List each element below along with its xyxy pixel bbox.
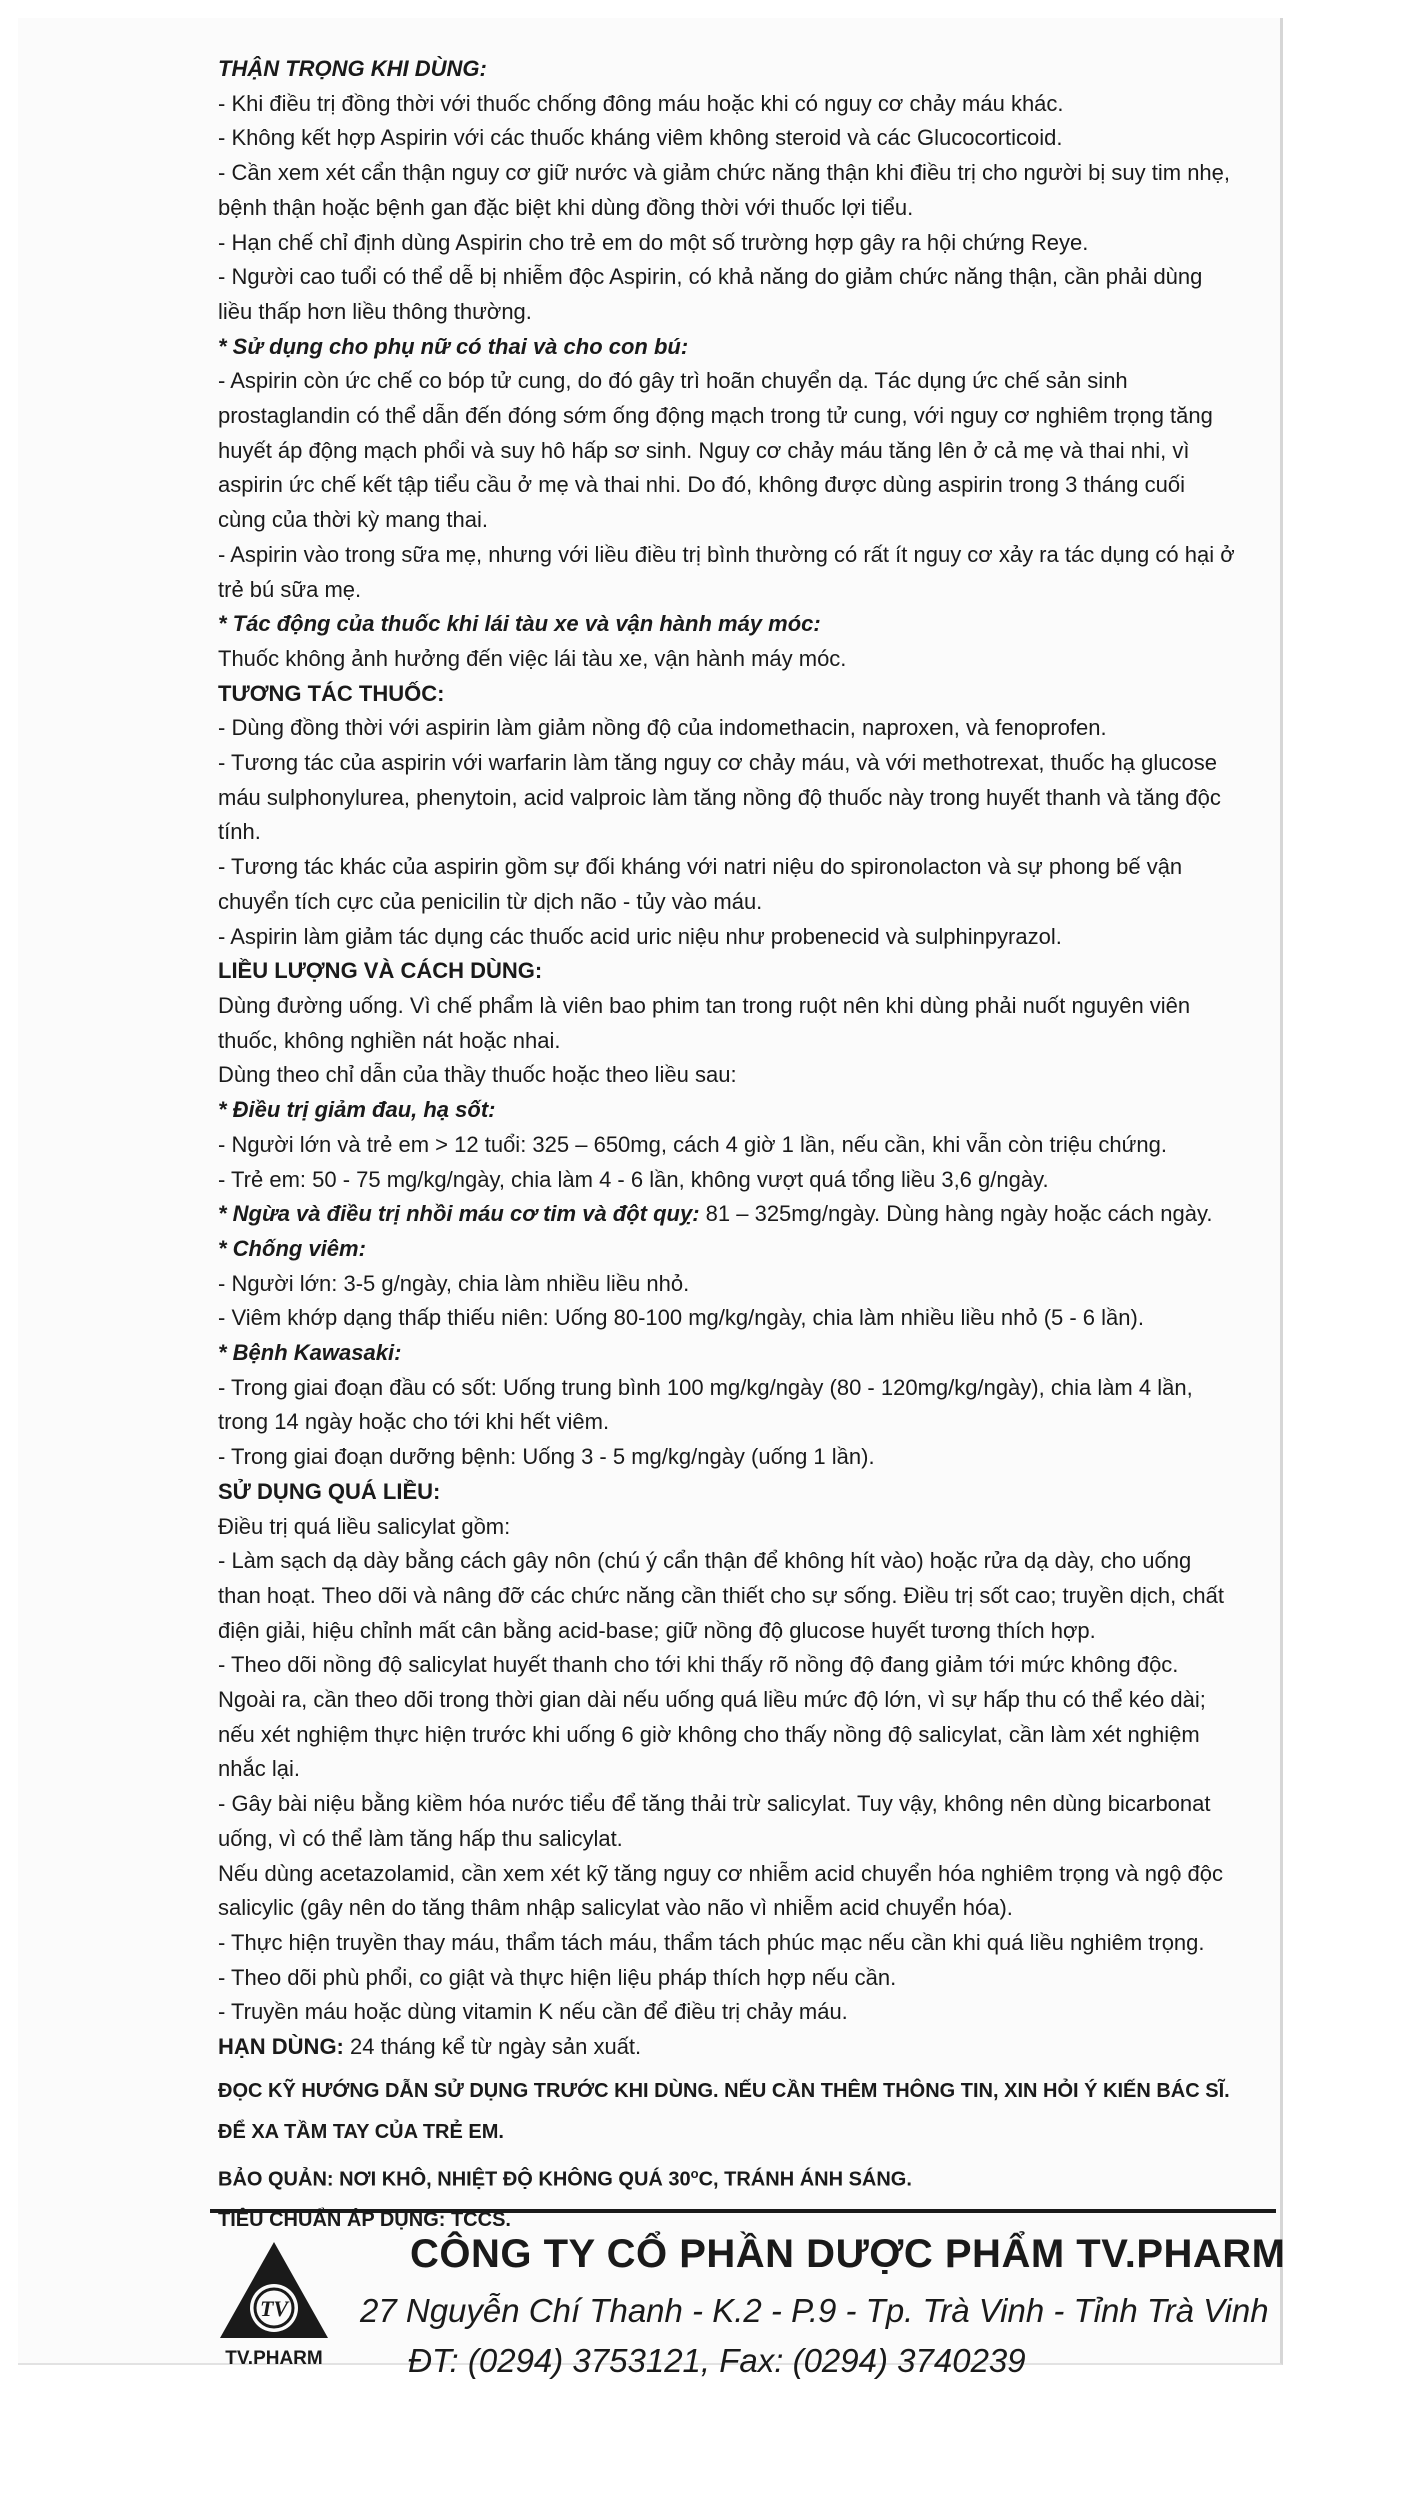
dosage-intro: Dùng theo chỉ dẫn của thầy thuốc hoặc theo liều sau: (218, 1062, 737, 1088)
storage-text: BẢO QUẢN: NƠI KHÔ, NHIỆT ĐỘ KHÔNG QUÁ 30 (218, 2168, 691, 2191)
dosage-intro: Dùng đường uống. Vì chế phẩm là viên bao phim tan trong ruột nên khi dùng phải nuốt nguyên viên thuốc, không nghiền nát hoặc nhai. (218, 992, 1191, 1053)
mi-title: * Ngừa và điều trị nhồi máu cơ tim và đột quỵ: (218, 1201, 700, 1227)
precaution-item: - Người cao tuổi có thể dễ bị nhiễm độc Aspirin, có khả năng do giảm chức năng thận, cần phải dùng liều thấp hơn liều thông thường. (218, 264, 1203, 324)
interaction-item: - Aspirin làm giảm tác dụng các thuốc acid uric niệu như probenecid và sulphinpyrazol. (218, 923, 1062, 949)
expiry-line (218, 2030, 1238, 2065)
footer-divider (210, 2209, 1276, 2213)
logo-text: TV.PHARM (225, 2348, 323, 2369)
precaution-item: - Hạn chế chỉ định dùng Aspirin cho trẻ em do một số trường hợp gây ra hội chứng Reye. (218, 229, 1089, 255)
pregnancy-title: * Sử dụng cho phụ nữ có thai và cho con bú: (218, 333, 689, 359)
inflammation-item: - Người lớn: 3-5 g/ngày, chia làm nhiều liều nhỏ. (218, 1270, 690, 1296)
pregnancy-item: - Aspirin vào trong sữa mẹ, nhưng với liều điều trị bình thường có rất ít nguy cơ xảy ra tác dụng có hại ở trẻ bú sữa mẹ. (218, 541, 1235, 602)
read-instructions-notice: ĐỌC KỸ HƯỚNG DẪN SỬ DỤNG TRƯỚC KHI DÙNG. NẾU CẦN THÊM THÔNG TIN, XIN HỎI Ý KIẾN BÁC SĨ. (218, 2079, 1230, 2102)
interaction-item: - Dùng đồng thời với aspirin làm giảm nồng độ của indomethacin, naproxen, và fenoprofen. (218, 715, 1107, 741)
overdose-item: Nếu dùng acetazolamid, cần xem xét kỹ tăng nguy cơ nhiễm acid chuyển hóa nghiêm trọng và ngộ độc salicylic (gây nên do tăng thâm nhập salicylat vào não vì nhiễm acid chuyển hóa). (218, 1860, 1224, 1921)
kawasaki-item: - Trong giai đoạn dưỡng bệnh: Uống 3 - 5 mg/kg/ngày (uống 1 lần). (218, 1444, 875, 1470)
pain-item: - Người lớn và trẻ em > 12 tuổi: 325 – 650mg, cách 4 giờ 1 lần, nếu cần, khi vẫn còn triệu chứng. (218, 1131, 1167, 1157)
leaflet-content (218, 52, 1238, 2241)
overdose-item: - Theo dõi nồng độ salicylat huyết thanh cho tới khi thấy rõ nồng độ đang giảm tới mức không độc. Ngoài ra, cần theo dõi trong thời gian dài nếu uống quá liều mức độ lớn, vì sự hấp thu có thể kéo dài; nếu xét nghiệm thực hiện trước khi uống 6 giờ không cho thấy nồng độ salicylat, cần làm xét nghiệm nhắc lại. (218, 1652, 1206, 1782)
interaction-item: - Tương tác khác của aspirin gồm sự đối kháng với natri niệu do spironolacton và sự phong bế vận chuyển tích cực của penicilin từ dịch não - tủy vào máu. (218, 854, 1183, 914)
interactions-title: TƯƠNG TÁC THUỐC: (218, 680, 445, 706)
overdose-item: - Truyền máu hoặc dùng vitamin K nếu cần để điều trị chảy máu. (218, 1999, 848, 2025)
interaction-item: - Tương tác của aspirin với warfarin làm tăng nguy cơ chảy máu, và với methotrexat, thuốc hạ glucose máu sulphonylurea, phenytoin, acid valproic làm tăng nồng độ thuốc này trong huyết thanh và tăng độc tính. (218, 750, 1221, 845)
kawasaki-title: * Bệnh Kawasaki: (218, 1340, 402, 1366)
logo-mark: TV (259, 2296, 289, 2321)
pain-item: - Trẻ em: 50 - 75 mg/kg/ngày, chia làm 4 - 6 lần, không vượt quá tổng liều 3,6 g/ngày. (218, 1166, 1049, 1192)
dosage-title: LIỀU LƯỢNG VÀ CÁCH DÙNG: (218, 958, 543, 984)
storage-text-end: C, TRÁNH ÁNH SÁNG. (698, 2168, 912, 2191)
degree-sup: o (690, 2165, 699, 2181)
expiry-text: 24 tháng kể từ ngày sản xuất. (343, 2034, 642, 2060)
overdose-item: - Gây bài niệu bằng kiềm hóa nước tiểu để tăng thải trừ salicylat. Tuy vậy, không nên dùng bicarbonat uống, vì có thể làm tăng hấp thu salicylat. (218, 1791, 1211, 1851)
precautions-title: THẬN TRỌNG KHI DÙNG: (218, 56, 487, 81)
storage-notice (218, 2153, 1238, 2201)
standard-notice: TIÊU CHUẨN ÁP DỤNG: TCCS. (218, 2209, 511, 2232)
company-address: 27 Nguyễn Chí Thanh - K.2 - P.9 - Tp. Trà Vinh - Tỉnh Trà Vinh (360, 2292, 1269, 2329)
mi-line (218, 1197, 1238, 1232)
kawasaki-item: - Trong giai đoạn đầu có sốt: Uống trung bình 100 mg/kg/ngày (80 - 120mg/kg/ngày), chia làm 4 lần, trong 14 ngày hoặc cho tới khi hết viêm. (218, 1374, 1193, 1435)
pregnancy-item: - Aspirin còn ức chế co bóp tử cung, do đó gây trì hoãn chuyển dạ. Tác dụng ức chế sản sinh prostaglandin có thể dẫn đến đóng sớm ống động mạch trong tử cung, với nguy cơ nghiêm trọng tăng huyết áp động mạch phổi và suy hô hấp sơ sinh. Nguy cơ chảy máu tăng lên ở cả mẹ và thai nhi, vì aspirin ức chế kết tập tiểu cầu ở mẹ và thai nhi. Do đó, không được dùng aspirin trong 3 tháng cuối cùng của thời kỳ mang thai. (218, 368, 1213, 533)
inflammation-item: - Viêm khớp dạng thấp thiếu niên: Uống 80-100 mg/kg/ngày, chia làm nhiều liều nhỏ (5 - 6 lần). (218, 1305, 1144, 1331)
overdose-title: SỬ DỤNG QUÁ LIỀU: (218, 1478, 441, 1504)
expiry-label: HẠN DÙNG: (218, 2034, 344, 2060)
overdose-item: Điều trị quá liều salicylat gồm: (218, 1513, 511, 1539)
driving-title: * Tác động của thuốc khi lái tàu xe và vận hành máy móc: (218, 611, 821, 637)
precaution-item: - Không kết hợp Aspirin với các thuốc kháng viêm không steroid và các Glucocorticoid. (218, 125, 1063, 151)
company-phone: ĐT: (0294) 3753121, Fax: (0294) 3740239 (408, 2342, 1026, 2379)
precaution-item: - Khi điều trị đồng thời với thuốc chống đông máu hoặc khi có nguy cơ chảy máu khác. (218, 90, 1064, 116)
overdose-item: - Làm sạch dạ dày bằng cách gây nôn (chú ý cẩn thận để không hít vào) hoặc rửa dạ dày, cho uống than hoạt. Theo dõi và nâng đỡ các chức năng cần thiết cho sự sống. Điều trị sốt cao; truyền dịch, chất điện giải, hiệu chỉnh mất cân bằng acid-base; giữ nồng độ glucose huyết tương thích hợp. (218, 1548, 1224, 1643)
pain-title: * Điều trị giảm đau, hạ sốt: (218, 1097, 496, 1123)
company-name: CÔNG TY CỔ PHẦN DƯỢC PHẨM TV.PHARM (410, 2232, 1286, 2276)
overdose-item: - Thực hiện truyền thay máu, thẩm tách máu, thẩm tách phúc mạc nếu cần khi quá liều nghiêm trọng. (218, 1929, 1205, 1955)
precaution-item: - Cần xem xét cẩn thận nguy cơ giữ nước và giảm chức năng thận khi điều trị cho người bị suy tim nhẹ, bệnh thận hoặc bệnh gan đặc biệt khi dùng đồng thời với thuốc lợi tiểu. (218, 160, 1231, 220)
inflammation-title: * Chống viêm: (218, 1235, 366, 1261)
mi-text: 81 – 325mg/ngày. Dùng hàng ngày hoặc cách ngày. (699, 1201, 1213, 1227)
driving-text: Thuốc không ảnh hưởng đến việc lái tàu xe, vận hành máy móc. (218, 645, 847, 671)
keep-away-notice: ĐỂ XA TẦM TAY CỦA TRẺ EM. (218, 2120, 504, 2143)
overdose-item: - Theo dõi phù phổi, co giật và thực hiện liệu pháp thích hợp nếu cần. (218, 1964, 897, 1990)
